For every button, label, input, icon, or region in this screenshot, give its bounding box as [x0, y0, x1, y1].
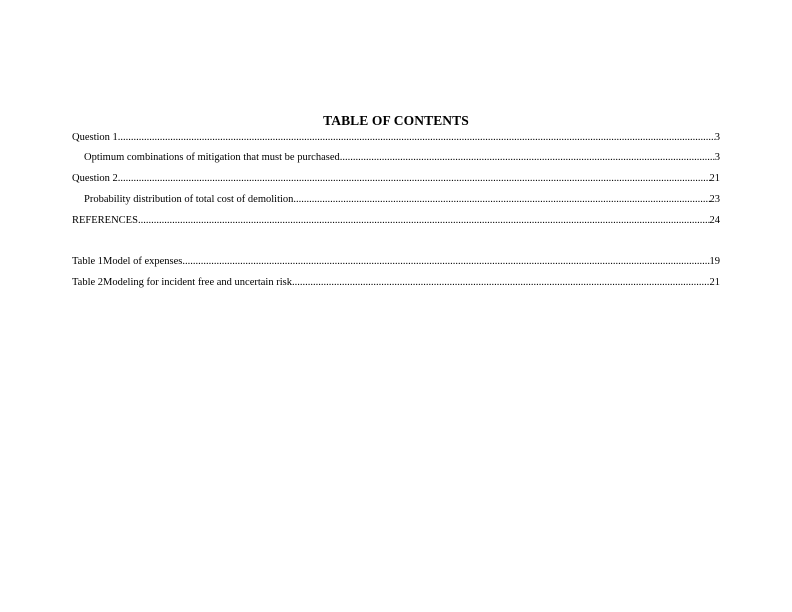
toc-entry-probability-distribution[interactable] — [84, 193, 720, 206]
toc-entry-page: 21 — [709, 173, 720, 184]
toc-entry-label: Probability distribution of total cost of demolition — [84, 194, 294, 205]
dot-leader — [118, 172, 710, 185]
toc-entry-page: 3 — [714, 132, 720, 143]
toc-entry-label: Question 1 — [72, 132, 118, 143]
toc-title: TABLE OF CONTENTS — [323, 113, 469, 128]
toc-entry-label: Question 2 — [72, 173, 118, 184]
toc-entry-page: 24 — [709, 215, 720, 226]
table-entry-page: 19 — [709, 256, 720, 267]
table-of-tables-entry-2[interactable] — [72, 276, 720, 289]
toc-entry-page: 3 — [714, 152, 720, 163]
toc-entry-label: REFERENCES — [72, 215, 138, 226]
dot-leader — [292, 276, 710, 289]
toc-entry-question-1[interactable] — [72, 131, 720, 144]
dot-leader — [293, 193, 709, 206]
table-entry-page: 21 — [709, 277, 720, 288]
dot-leader — [138, 214, 710, 227]
dot-leader — [182, 255, 709, 268]
dot-leader — [118, 131, 715, 144]
toc-entry-page: 23 — [709, 194, 720, 205]
table-entry-label: Table 1Model of expenses — [72, 256, 183, 267]
dot-leader — [340, 151, 715, 164]
table-of-tables-entry-1[interactable] — [72, 255, 720, 268]
toc-entry-question-2[interactable] — [72, 172, 720, 185]
toc-entry-references[interactable] — [72, 214, 720, 227]
toc-entry-optimum-combinations[interactable] — [84, 151, 720, 164]
table-entry-label: Table 2Modeling for incident free and uncertain risk — [72, 277, 292, 288]
toc-entry-label: Optimum combinations of mitigation that must be purchased — [84, 152, 340, 163]
